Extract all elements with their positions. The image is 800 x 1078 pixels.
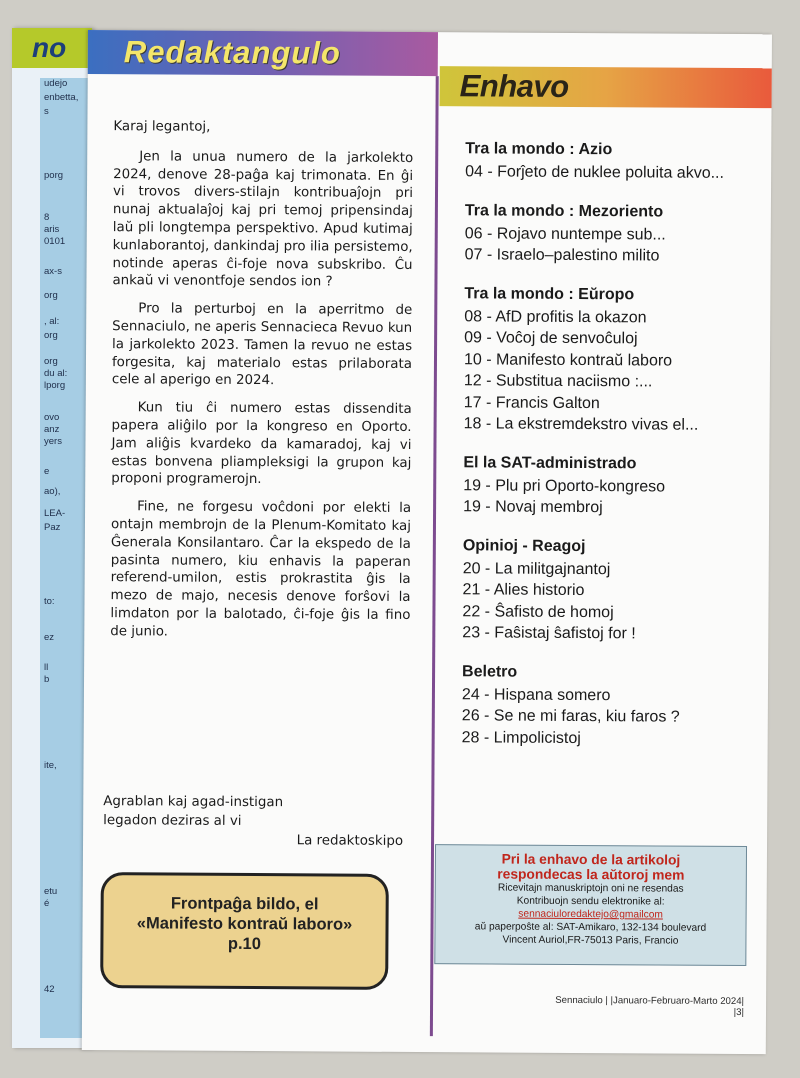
cover-note-box bbox=[100, 872, 389, 990]
back-page-fragment: org bbox=[44, 330, 58, 341]
toc-section bbox=[465, 140, 755, 184]
back-page-fragment: enbetta, bbox=[44, 92, 79, 103]
toc-section-title: Tra la mondo : Mezoriento bbox=[464, 201, 664, 221]
toc-entry: 06 - Rojavo nuntempe sub... bbox=[464, 224, 666, 244]
back-page-fragment: org bbox=[44, 356, 58, 367]
toc-entry: 08 - AfD profitis la okazon bbox=[464, 307, 647, 326]
back-page-fragment: ll bbox=[44, 662, 49, 673]
cover-note-line-1: Frontpaĝa bildo, el bbox=[170, 894, 319, 914]
notice-line-2: Kontribuojn sendu elektronike al: bbox=[516, 895, 665, 908]
back-page-tab-text: no bbox=[32, 32, 67, 63]
table-of-contents bbox=[462, 140, 756, 769]
toc-section bbox=[462, 663, 753, 750]
back-page-fragment: ao), bbox=[44, 486, 61, 497]
closing-line-2: legadon deziras al vi bbox=[103, 813, 242, 829]
toc-section bbox=[465, 202, 755, 268]
toc-entry: 04 - Forĵeto de nuklee poluita akvo... bbox=[465, 163, 725, 182]
back-page-fragment: udejo bbox=[44, 78, 68, 89]
toc-entry: 18 - La ekstremdekstro vivas el... bbox=[463, 415, 699, 434]
back-page-fragment: aris bbox=[44, 224, 60, 235]
toc-entry: 21 - Alies historio bbox=[462, 581, 585, 600]
editorial-header: Redaktangulo bbox=[123, 34, 341, 71]
back-page-fragment: to: bbox=[44, 596, 55, 607]
toc-section bbox=[462, 537, 753, 646]
toc-entry: 23 - Faŝistaj ŝafistoj for ! bbox=[462, 624, 636, 643]
back-page-fragment: ax-s bbox=[44, 266, 62, 277]
editorial-paragraph-1: Jen la unua numero de la jarkolekto 2024, denove 28-paĝa kaj trimonata. En ĝi vi trovos divers-stilajn kontribuaĵojn pri nunaj aktualaĵoj kaj pri temoj pripensindaj laŭ pli longtempa perspektivo. Apud kutimaj kunlaborantoj, dankindaj pro ilia persistemo, notinde aperas ĉi-foje nova subskribo. Ĉu ankaŭ vi venontfoje sendos ion ? bbox=[112, 149, 414, 290]
back-page-fragment: b bbox=[44, 674, 50, 685]
toc-section-title: Beletro bbox=[462, 662, 518, 681]
back-page-fragment: du al: bbox=[44, 368, 68, 379]
notice-title-line-2: respondecas la aŭtoroj mem bbox=[497, 866, 685, 883]
closing-line-1: Agrablan kaj agad-instigan bbox=[103, 794, 284, 811]
editorial-paragraph-2: Pro la perturboj en la aperritmo de Sennaciulo, ne aperis Sennacieca Revuo kun la jarkolekto 2023. Tamen la revuo ne estas forgesita, kaj materialo estas prilaborata cele al aperigo en 2024. bbox=[111, 301, 413, 389]
notice-line-1: Ricevitajn manuskriptojn oni ne resendas bbox=[497, 882, 684, 895]
back-page-strip bbox=[12, 28, 92, 1048]
toc-section-title: Opinioj - Reagoj bbox=[462, 536, 586, 555]
toc-entry: 22 - Ŝafisto de homoj bbox=[462, 602, 614, 621]
back-page-fragment: é bbox=[44, 898, 50, 909]
toc-entry: 09 - Voĉoj de senvoĉuloj bbox=[464, 329, 638, 348]
back-page-fragment: yers bbox=[44, 436, 62, 447]
back-page-fragment: ite, bbox=[44, 760, 57, 771]
cover-note-line-2: «Manifesto kontraŭ laboro» bbox=[136, 914, 353, 934]
editorial-paragraph-4: Fine, ne forgesu voĉdoni por elekti la ontajn membrojn de la Plenum-Komitato kaj Ĝenerala Konsilantaro. Ĉar la ekspedo de la pasinta numero, kiu enhavis la paperan referend-umilon, estis prokrastita ĝis la mezo de majo, necesis denove forŝovi la limdaton por la balotado, ĉi-foje ĝis la fino de junio. bbox=[110, 499, 412, 640]
toc-entry: 26 - Se ne mi faras, kiu faros ? bbox=[461, 707, 680, 726]
toc-entry: 19 - Plu pri Oporto-kongreso bbox=[463, 476, 666, 496]
toc-section bbox=[464, 285, 755, 437]
back-page-fragment: lporg bbox=[44, 380, 66, 391]
toc-entry: 17 - Francis Galton bbox=[463, 393, 600, 412]
back-page-fragment: LEA- bbox=[44, 508, 66, 519]
back-page-fragment: , al: bbox=[44, 316, 60, 327]
cover-note-line-3: p.10 bbox=[227, 934, 261, 954]
back-page-fragment: 42 bbox=[44, 984, 55, 995]
back-page-fragment: porg bbox=[44, 170, 64, 181]
editorial-closing bbox=[103, 792, 403, 851]
back-page-fragment: org bbox=[44, 290, 58, 301]
notice-line-4: Vincent Auriol,FR-75013 Paris, Francio bbox=[502, 934, 679, 947]
toc-entry: 19 - Novaj membroj bbox=[463, 498, 603, 517]
editorial-greeting: Karaj legantoj, bbox=[113, 119, 211, 135]
editorial-signature: La redaktoskipo bbox=[296, 833, 404, 849]
toc-entry: 10 - Manifesto kontraŭ laboro bbox=[463, 350, 673, 370]
toc-entry: 24 - Hispana somero bbox=[461, 685, 611, 704]
back-page-fragment: ez bbox=[44, 632, 55, 643]
toc-section-title: Tra la mondo : Azio bbox=[465, 140, 613, 159]
toc-section bbox=[463, 454, 753, 520]
back-page-fragment: ovo bbox=[44, 412, 60, 423]
notice-line-3: aŭ paperpoŝte al: SAT-Amikaro, 132-134 boulevard bbox=[474, 921, 707, 934]
notice-email-link[interactable]: sennaciuloredaktejo@gmailcom bbox=[518, 908, 663, 921]
page-footer: Sennaciulo | |Januaro-Februaro-Marto 2024| |3| bbox=[555, 994, 745, 1019]
back-page-fragment: 8 bbox=[44, 212, 50, 223]
toc-entry: 07 - Israelo–palestino milito bbox=[464, 246, 660, 265]
back-page-fragment: 0101 bbox=[44, 236, 66, 247]
editorial-paragraph-3: Kun tiu ĉi numero estas dissendita papera aliĝilo por la kongreso en Oporto. Jam aliĝis kvardeko da kamaradoj, kaj vi estas bonvena pliampleksigi la grupon kaj proponi programerojn. bbox=[111, 400, 412, 488]
back-page-fragment: s bbox=[44, 106, 49, 117]
editorial-text bbox=[110, 118, 413, 652]
contributor-notice bbox=[434, 844, 747, 966]
back-page-fragment: etu bbox=[44, 886, 58, 897]
notice-title-line-1: Pri la enhavo de la artikoloj bbox=[501, 851, 681, 868]
contents-header: Enhavo bbox=[459, 68, 569, 104]
toc-entry: 12 - Substitua naciismo :... bbox=[463, 372, 653, 391]
toc-section-title: El la SAT-administrado bbox=[463, 453, 637, 472]
magazine-page bbox=[82, 30, 772, 1054]
back-page-fragment: e bbox=[44, 466, 50, 477]
contents-header-bar bbox=[440, 66, 772, 108]
editorial-header-bar bbox=[88, 30, 438, 76]
back-page-fragment: Paz bbox=[44, 522, 61, 533]
toc-entry: 20 - La militgajnantoj bbox=[462, 559, 611, 578]
back-page-fragment: anz bbox=[44, 424, 60, 435]
toc-section-title: Tra la mondo : Eŭropo bbox=[464, 284, 635, 303]
toc-entry: 28 - Limpolicistoj bbox=[461, 728, 581, 747]
